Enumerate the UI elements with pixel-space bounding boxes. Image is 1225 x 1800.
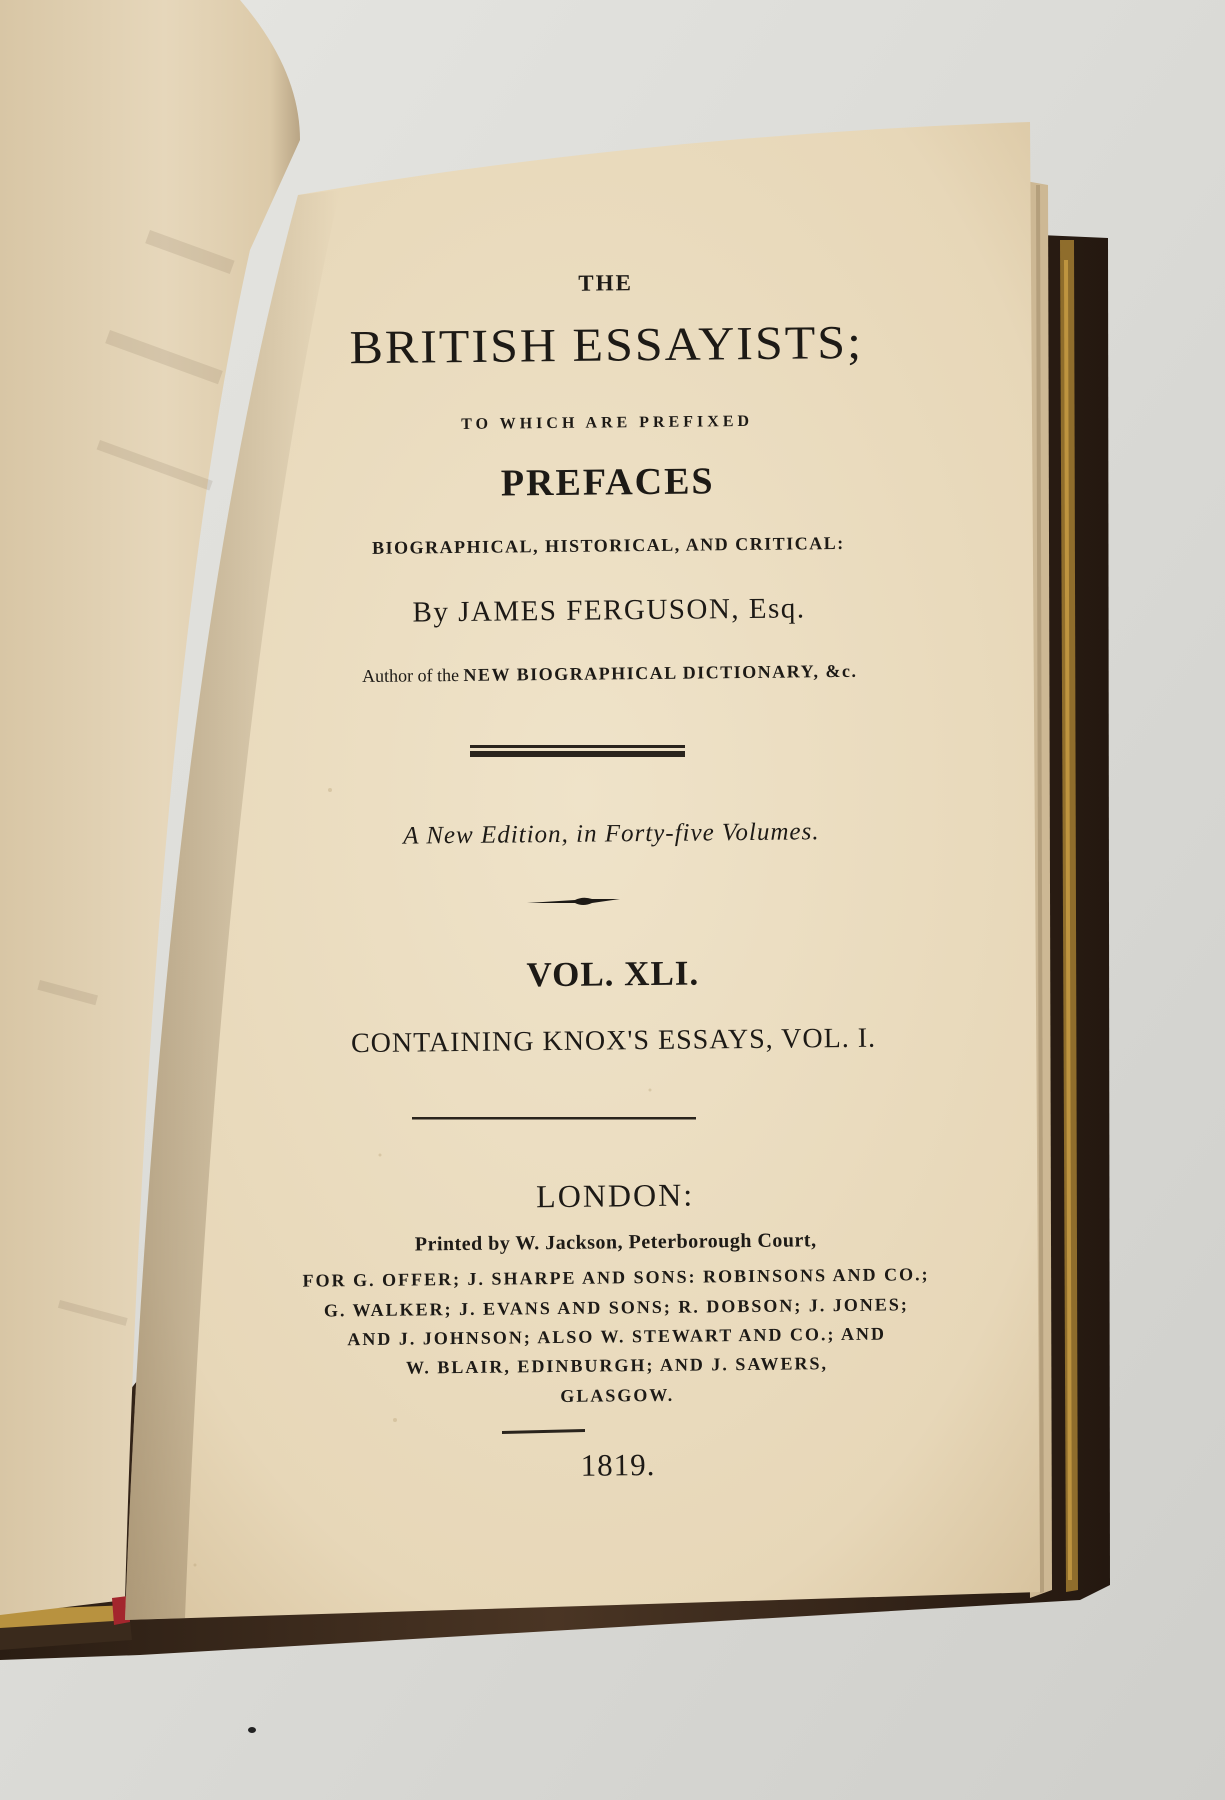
- imprint-line: G. WALKER; J. EVANS AND SONS; R. DOBSON; J. JONES;: [323, 1294, 909, 1321]
- imprint-city: LONDON:: [535, 1176, 695, 1215]
- publication-year: 1819.: [580, 1446, 656, 1483]
- main-title: BRITISH ESSAYISTS;: [349, 315, 864, 374]
- title-page-text: [233, 0, 989, 1506]
- imprint-line: GLASGOW.: [560, 1384, 675, 1406]
- author-line: By JAMES FERGUSON, Esq.: [412, 592, 806, 629]
- imprint-line: W. BLAIR, EDINBURGH; AND J. SAWERS,: [405, 1353, 829, 1378]
- contents-line: CONTAINING KNOX'S ESSAYS, VOL. I.: [350, 1022, 877, 1060]
- imprint-line: FOR G. OFFER; J. SHARPE AND SONS: ROBINSONS AND CO.;: [302, 1264, 930, 1291]
- author-credit-work: NEW BIOGRAPHICAL DICTIONARY, &c.: [463, 660, 858, 685]
- title-article: THE: [578, 270, 634, 296]
- author-credit-prefix: Author of the: [361, 664, 460, 687]
- printer-line: Printed by W. Jackson, Peterborough Court,: [414, 1229, 817, 1256]
- volume-number: VOL. XLI.: [526, 953, 700, 995]
- imprint-line: AND J. JOHNSON; ALSO W. STEWART AND CO.; AND: [347, 1323, 887, 1350]
- prefaces-heading: PREFACES: [500, 460, 715, 505]
- prefixed-line: TO WHICH ARE PREFIXED: [461, 412, 754, 433]
- subtitle-line: BIOGRAPHICAL, HISTORICAL, AND CRITICAL:: [371, 532, 845, 558]
- edition-line: A New Edition, in Forty-five Volumes.: [403, 818, 820, 850]
- author-credit: [240, 660, 980, 689]
